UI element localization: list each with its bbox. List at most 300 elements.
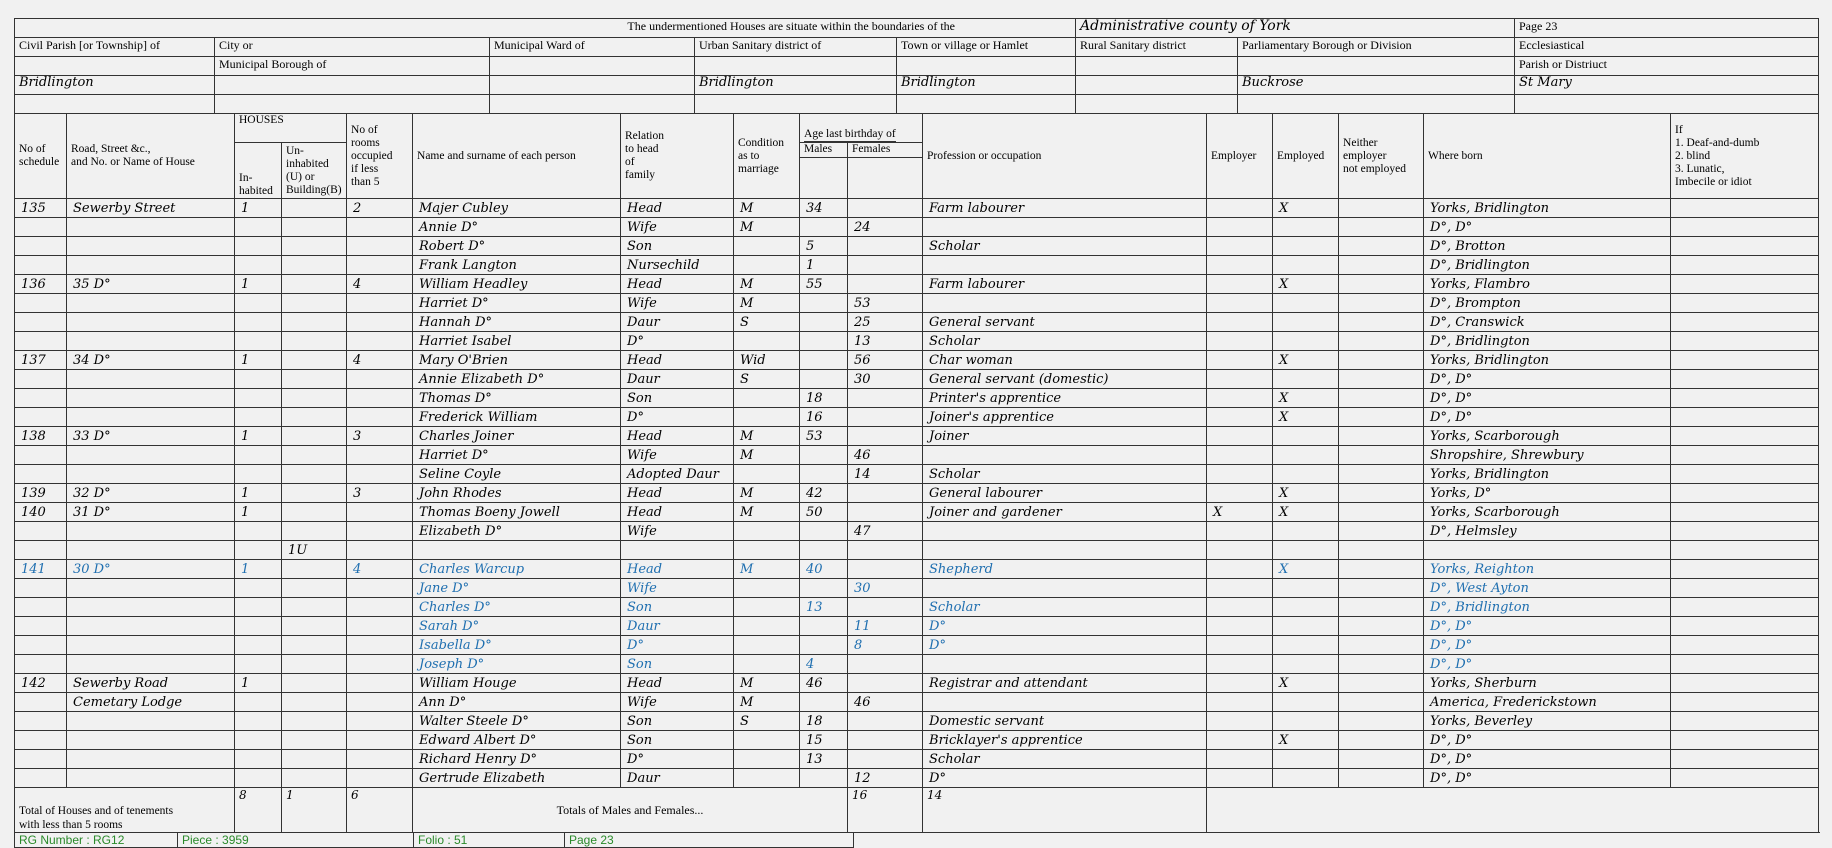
cell-emp [1207,256,1273,275]
cell-nei [1339,275,1424,294]
cell-rooms [347,332,413,351]
cell-road [67,465,235,484]
cell-sched [15,332,67,351]
cell-inh [235,579,282,598]
cell-m [800,579,848,598]
cell-nei [1339,674,1424,693]
cell-rel: Wife [621,579,734,598]
cell-name: Jane D° [413,579,621,598]
cell-born: Shropshire, Shrewbury [1424,446,1671,465]
cell-inf [1671,465,1819,484]
cell-sched [15,522,67,541]
piece-number: Piece : 3959 [178,833,414,848]
cell-inf [1671,275,1819,294]
cell-road [67,446,235,465]
cell-road [67,712,235,731]
cell-empd: X [1273,560,1339,579]
cell-inf [1671,731,1819,750]
persons-total-label: Totals of Males and Females... [413,788,848,833]
cell-sched: 142 [15,674,67,693]
cell-inh [235,636,282,655]
cell-road [67,750,235,769]
cell-empd: X [1273,275,1339,294]
cell-name: Hannah D° [413,313,621,332]
cell-empd [1273,256,1339,275]
col-road: Road, Street &c., and No. or Name of House [67,114,235,199]
cell-m: 53 [800,427,848,446]
cell-born: D°, D° [1424,731,1671,750]
cell-emp [1207,769,1273,788]
cell-inh [235,750,282,769]
table-row [15,750,1819,769]
cell-empd [1273,769,1339,788]
cell-name: Mary O'Brien [413,351,621,370]
col-uninhabited: Un- inhabited (U) or Building(B) [282,143,347,199]
cell-rooms [347,256,413,275]
cell-born: D°, D° [1424,389,1671,408]
table-row [15,408,1819,427]
cell-born: Yorks, Scarborough [1424,503,1671,522]
cell-cond [734,655,800,674]
table-row [15,256,1819,275]
cell-occ: Scholar [923,332,1207,351]
boundary-text: The undermentioned Houses are situate within the boundaries of the [15,19,1076,38]
cell-sched [15,446,67,465]
cell-occ: Scholar [923,237,1207,256]
cell-cond: M [734,503,800,522]
cell-m: 13 [800,750,848,769]
table-row [15,579,1819,598]
cell-emp [1207,237,1273,256]
total-rooms: 6 [347,788,413,833]
cell-name: William Headley [413,275,621,294]
cell-cond [734,408,800,427]
cell-inf [1671,332,1819,351]
cell-inh: 1 [235,351,282,370]
cell-uninh [282,522,347,541]
cell-rel: Nursechild [621,256,734,275]
cell-uninh [282,351,347,370]
cell-occ [923,256,1207,275]
cell-empd [1273,693,1339,712]
cell-inh [235,655,282,674]
cell-rooms [347,389,413,408]
cell-rel: Daur [621,313,734,332]
col-where-born: Where born [1424,114,1671,199]
cell-road [67,332,235,351]
cell-nei [1339,541,1424,560]
cell-emp [1207,218,1273,237]
admin-county: Administrative county of York [1076,19,1515,38]
cell-name: Charles Joiner [413,427,621,446]
cell-sched [15,579,67,598]
cell-m [800,313,848,332]
cell-empd: X [1273,731,1339,750]
cell-born: D°, Brompton [1424,294,1671,313]
cell-sched [15,750,67,769]
cell-uninh [282,370,347,389]
cell-nei [1339,579,1424,598]
cell-rel: Son [621,655,734,674]
cell-m [800,351,848,370]
total-inhabited: 8 [235,788,282,833]
cell-m [800,636,848,655]
cell-road: Sewerby Road [67,674,235,693]
cell-m [800,332,848,351]
cell-name: Harriet Isabel [413,332,621,351]
cell-inf [1671,294,1819,313]
cell-emp [1207,750,1273,769]
cell-m: 34 [800,199,848,218]
cell-road [67,256,235,275]
cell-emp [1207,617,1273,636]
cell-m: 5 [800,237,848,256]
cell-born: America, Frederickstown [1424,693,1671,712]
cell-born: Yorks, Bridlington [1424,351,1671,370]
cell-name: Walter Steele D° [413,712,621,731]
cell-uninh [282,389,347,408]
col-inhabited: In- habited [235,143,282,199]
cell-born [1424,541,1671,560]
cell-nei [1339,446,1424,465]
cell-emp [1207,693,1273,712]
cell-road: 31 D° [67,503,235,522]
cell-name: Annie Elizabeth D° [413,370,621,389]
cell-born: D°, Cranswick [1424,313,1671,332]
cell-rel: Daur [621,769,734,788]
cell-inf [1671,598,1819,617]
cell-cond [734,389,800,408]
cell-emp [1207,484,1273,503]
cell-uninh [282,465,347,484]
cell-road: Sewerby Street [67,199,235,218]
cell-road [67,598,235,617]
cell-m: 15 [800,731,848,750]
cell-name: Isabella D° [413,636,621,655]
cell-f [848,541,923,560]
cell-inf [1671,218,1819,237]
folio-number: Folio : 51 [414,833,565,848]
cell-m [800,769,848,788]
cell-name: Frank Langton [413,256,621,275]
col-employer: Employer [1207,114,1273,199]
cell-name: Robert D° [413,237,621,256]
cell-occ [923,693,1207,712]
cell-road: Cemetary Lodge [67,693,235,712]
cell-empd [1273,313,1339,332]
eccl-parish-label: Parish or Distriuct [1515,57,1819,76]
cell-occ: Farm labourer [923,199,1207,218]
cell-uninh [282,256,347,275]
cell-m [800,370,848,389]
cell-rooms [347,693,413,712]
cell-f: 8 [848,636,923,655]
cell-uninh [282,408,347,427]
cell-f [848,503,923,522]
cell-sched: 141 [15,560,67,579]
cell-nei [1339,465,1424,484]
total-females: 14 [923,788,1207,833]
cell-inf [1671,636,1819,655]
page-number: Page 23 [1515,19,1819,38]
cell-born: D°, West Ayton [1424,579,1671,598]
urban-sanitary-label: Urban Sanitary district of [695,38,897,57]
cell-nei [1339,408,1424,427]
cell-f [848,712,923,731]
cell-name: Ann D° [413,693,621,712]
cell-cond [734,617,800,636]
cell-inh [235,769,282,788]
col-name: Name and surname of each person [413,114,621,199]
cell-rooms [347,617,413,636]
cell-f [848,256,923,275]
cell-emp [1207,579,1273,598]
cell-born: D°, D° [1424,370,1671,389]
cell-rel: Wife [621,446,734,465]
table-row [15,370,1819,389]
cell-m [800,617,848,636]
cell-uninh [282,750,347,769]
cell-uninh [282,731,347,750]
cell-uninh [282,617,347,636]
cell-f: 30 [848,370,923,389]
census-sheet [14,18,1818,848]
col-employed: Employed [1273,114,1339,199]
cell-rel: Son [621,598,734,617]
cell-cond: Wid [734,351,800,370]
cell-f [848,731,923,750]
footer-page: Page 23 [565,833,854,848]
cell-inf [1671,256,1819,275]
cell-rooms [347,712,413,731]
table-row [15,503,1819,522]
cell-inh [235,617,282,636]
cell-road: 33 D° [67,427,235,446]
cell-rel: Son [621,237,734,256]
cell-rel: Head [621,275,734,294]
cell-road: 34 D° [67,351,235,370]
cell-m [800,541,848,560]
cell-rooms: 4 [347,560,413,579]
cell-inh: 1 [235,674,282,693]
cell-sched: 137 [15,351,67,370]
town-village-label: Town or village or Hamlet [897,38,1076,57]
table-row [15,199,1819,218]
cell-inf [1671,313,1819,332]
census-table [14,113,1819,833]
cell-f: 53 [848,294,923,313]
cell-m: 55 [800,275,848,294]
cell-uninh [282,199,347,218]
cell-cond: M [734,446,800,465]
cell-empd: X [1273,389,1339,408]
cell-empd [1273,579,1339,598]
cell-emp [1207,731,1273,750]
cell-m [800,218,848,237]
cell-sched [15,313,67,332]
cell-empd [1273,294,1339,313]
cell-emp [1207,332,1273,351]
cell-cond: S [734,712,800,731]
cell-m: 18 [800,389,848,408]
cell-nei [1339,769,1424,788]
cell-born: D°, D° [1424,750,1671,769]
cell-emp [1207,541,1273,560]
cell-m: 42 [800,484,848,503]
cell-occ: General servant (domestic) [923,370,1207,389]
table-row [15,617,1819,636]
cell-rel: Wife [621,522,734,541]
cell-occ: Registrar and attendant [923,674,1207,693]
cell-empd: X [1273,503,1339,522]
cell-uninh [282,674,347,693]
cell-sched [15,693,67,712]
cell-nei [1339,731,1424,750]
cell-sched [15,769,67,788]
table-row [15,275,1819,294]
cell-empd [1273,237,1339,256]
cell-born: D°, D° [1424,769,1671,788]
cell-inf [1671,541,1819,560]
cell-emp [1207,275,1273,294]
cell-cond [734,465,800,484]
cell-name: William Houge [413,674,621,693]
cell-emp [1207,712,1273,731]
cell-rel: Wife [621,294,734,313]
cell-sched: 136 [15,275,67,294]
cell-name: Joseph D° [413,655,621,674]
cell-road [67,408,235,427]
cell-occ: Joiner and gardener [923,503,1207,522]
cell-inf [1671,655,1819,674]
cell-f: 46 [848,446,923,465]
cell-occ [923,218,1207,237]
cell-emp [1207,560,1273,579]
cell-inf [1671,446,1819,465]
cell-emp [1207,408,1273,427]
cell-rel: Head [621,351,734,370]
table-row [15,769,1819,788]
cell-rooms [347,313,413,332]
cell-inh [235,256,282,275]
ecclesiastical-label: Ecclesiastical [1515,38,1819,57]
cell-rel: Head [621,674,734,693]
cell-inh: 1 [235,275,282,294]
table-row [15,674,1819,693]
cell-nei [1339,560,1424,579]
cell-born: Yorks, D° [1424,484,1671,503]
cell-cond [734,598,800,617]
cell-name: John Rhodes [413,484,621,503]
cell-empd: X [1273,484,1339,503]
cell-rooms [347,769,413,788]
municipal-borough-label: Municipal Borough of [215,57,490,76]
cell-road [67,769,235,788]
cell-nei [1339,332,1424,351]
cell-cond [734,750,800,769]
cell-born: D°, D° [1424,408,1671,427]
cell-uninh [282,636,347,655]
cell-cond [734,256,800,275]
cell-emp [1207,655,1273,674]
cell-inh: 1 [235,503,282,522]
cell-empd: X [1273,408,1339,427]
cell-f: 11 [848,617,923,636]
cell-inh [235,522,282,541]
cell-name: Harriet D° [413,294,621,313]
cell-occ: Scholar [923,465,1207,484]
urban-sanitary-value: Bridlington [695,76,897,95]
cell-cond: M [734,427,800,446]
cell-inh [235,693,282,712]
cell-m: 40 [800,560,848,579]
cell-m [800,465,848,484]
table-row [15,427,1819,446]
cell-inf [1671,750,1819,769]
cell-inf [1671,484,1819,503]
cell-uninh [282,560,347,579]
cell-road [67,237,235,256]
table-row [15,693,1819,712]
cell-occ: Shepherd [923,560,1207,579]
cell-name: Thomas Boeny Jowell [413,503,621,522]
cell-uninh [282,484,347,503]
cell-road [67,655,235,674]
cell-rel: Head [621,427,734,446]
cell-uninh [282,218,347,237]
cell-rel [621,541,734,560]
cell-rooms: 4 [347,351,413,370]
cell-inh [235,541,282,560]
cell-inf [1671,389,1819,408]
cell-f: 13 [848,332,923,351]
cell-nei [1339,218,1424,237]
cell-cond [734,579,800,598]
cell-inh [235,465,282,484]
cell-occ: Domestic servant [923,712,1207,731]
cell-m: 13 [800,598,848,617]
cell-cond [734,541,800,560]
cell-m: 18 [800,712,848,731]
cell-inh: 1 [235,484,282,503]
cell-rooms [347,503,413,522]
cell-born: D°, Bridlington [1424,598,1671,617]
cell-sched [15,256,67,275]
cell-f [848,427,923,446]
cell-nei [1339,199,1424,218]
col-females: Females [848,143,923,158]
cell-inh [235,731,282,750]
cell-rooms: 2 [347,199,413,218]
cell-name: Majer Cubley [413,199,621,218]
cell-m: 4 [800,655,848,674]
cell-inf [1671,408,1819,427]
cell-uninh [282,712,347,731]
cell-nei [1339,294,1424,313]
cell-inh [235,712,282,731]
cell-inh [235,446,282,465]
cell-name: Charles D° [413,598,621,617]
cell-nei [1339,389,1424,408]
cell-inh: 1 [235,560,282,579]
cell-emp [1207,636,1273,655]
cell-empd [1273,332,1339,351]
cell-f: 30 [848,579,923,598]
cell-road: 30 D° [67,560,235,579]
cell-occ: D° [923,636,1207,655]
cell-empd [1273,465,1339,484]
cell-cond: M [734,275,800,294]
